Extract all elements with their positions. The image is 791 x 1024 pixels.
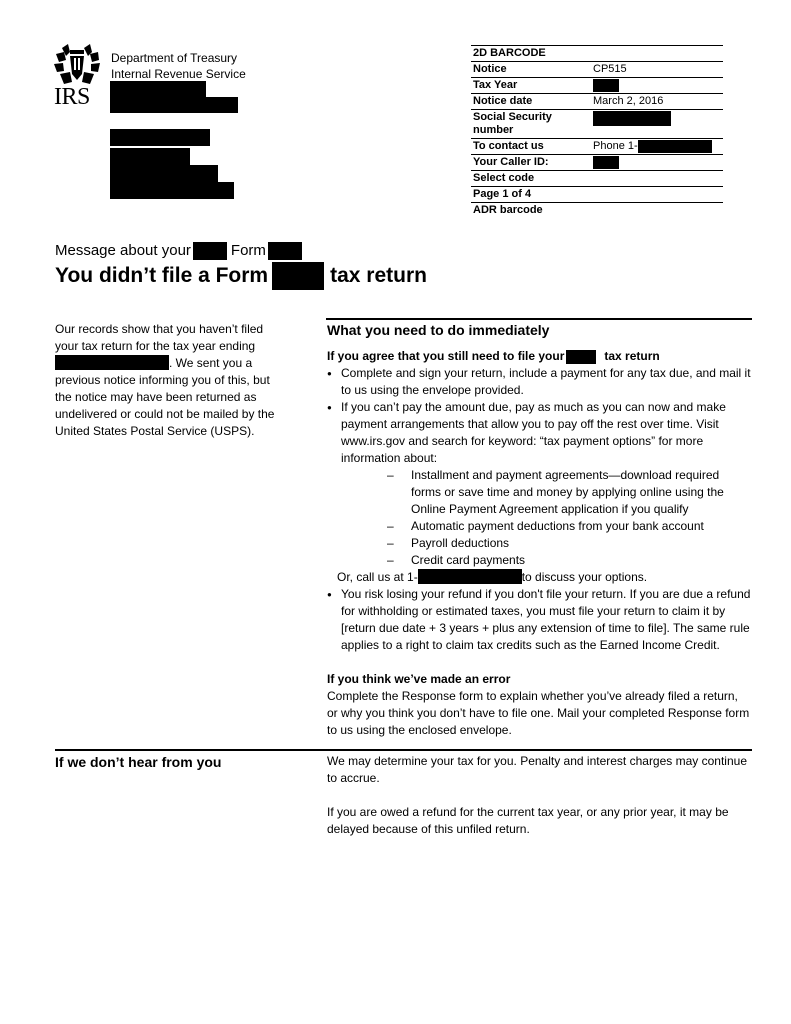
table-row: [471, 203, 723, 219]
redacted-ssn: [593, 111, 671, 126]
dept-line-1: Department of Treasury: [111, 51, 238, 65]
no-response-section: [327, 753, 751, 838]
table-row: [471, 94, 723, 110]
table-row: [471, 187, 723, 203]
ssn-value: [591, 110, 723, 139]
payment-options-list: [341, 467, 751, 569]
list-item: [387, 535, 751, 552]
agree-heading-text-2: tax return: [604, 349, 660, 363]
intro-text-1: Our records show that you haven’t filed your tax return for the tax year ending: [55, 322, 264, 353]
list-item: [387, 518, 751, 535]
tax-year-label: Tax Year: [471, 78, 591, 94]
irs-logo-text: IRS: [54, 84, 90, 110]
option-text: Installment and payment agreements—download required forms or save time and money by applying online using the Online Payment Agreement application if you qualify: [411, 468, 724, 516]
dept-line-2: Internal Revenue Service: [111, 67, 246, 81]
redacted-address-line: [110, 182, 234, 199]
message-prefix: Message about your: [55, 242, 191, 259]
message-subtitle: [55, 242, 302, 260]
call-text-2: to discuss your options.: [521, 570, 648, 584]
contact-label: To contact us: [471, 139, 591, 155]
barcode-value: [591, 46, 723, 62]
notice-date-value: March 2, 2016: [591, 94, 723, 110]
list-item: [327, 399, 751, 586]
ssn-label: Social Security number: [471, 110, 591, 139]
option-text: Credit card payments: [411, 553, 526, 567]
intro-paragraph: [55, 321, 275, 440]
dash-marker: –: [387, 519, 394, 533]
barcode-label: 2D BARCODE: [471, 46, 591, 62]
option-text: Payroll deductions: [411, 536, 510, 550]
notice-info-table: [471, 45, 723, 218]
redacted-tax-period: [55, 355, 169, 370]
tax-year-value: [591, 78, 723, 94]
table-row: [471, 155, 723, 171]
title-part-2: tax return: [330, 264, 427, 287]
table-row: [471, 139, 723, 155]
irs-eagle-logo-icon: [54, 44, 100, 86]
redacted-address-line: [110, 148, 190, 165]
table-row: [471, 46, 723, 62]
notice-value: CP515: [591, 62, 723, 78]
section-divider: [326, 318, 752, 320]
dash-marker: –: [387, 468, 394, 482]
section-divider: [55, 749, 752, 751]
redacted-phone: [418, 569, 522, 584]
no-response-heading: If we don’t hear from you: [55, 754, 222, 770]
intro-text-2: . We sent you a previous notice informing you of this, but the notice may have been returned as undelivered or could not be mailed by the United States Postal Service (USPS).: [55, 356, 275, 438]
table-row: [471, 62, 723, 78]
redacted-address-line: [110, 165, 218, 182]
redacted-address-line: [110, 129, 210, 146]
caller-id-label: Your Caller ID:: [471, 155, 591, 171]
option-text: Automatic payment deductions from your bank account: [411, 519, 704, 533]
agree-heading-text-1: If you agree that you still need to file your: [327, 349, 565, 363]
list-item: ● You risk losing your refund if you don't file your return. If you are due a refund for withholding or estimated taxes, you must file your return to claim it by [return due date + 3 years + plus any extension of time to file]. The same rule applies to a right to claim tax credits such as the Earned Income Credit.: [327, 586, 751, 654]
dash-marker: –: [387, 553, 394, 567]
list-item: ● Complete and sign your return, include a payment for any tax due, and mail it to us using the envelope provided.: [327, 365, 751, 399]
table-row: [471, 171, 723, 187]
notice-label: Notice: [471, 62, 591, 78]
adr-barcode-label: ADR barcode: [471, 203, 591, 219]
no-response-para-2: If you are owed a refund for the current tax year, or any prior year, it may be delayed because of this unfiled return.: [327, 805, 729, 836]
title-part-1: You didn’t file a Form: [55, 264, 269, 287]
caller-id-value: [591, 155, 723, 171]
dash-marker: –: [387, 536, 394, 550]
redacted-caller-id: [593, 156, 619, 169]
call-us-line: [337, 569, 751, 586]
phone-prefix: Phone 1-: [593, 140, 638, 152]
table-row: [471, 110, 723, 139]
list-item: [387, 552, 751, 569]
contact-value: [591, 139, 723, 155]
error-text: Complete the Response form to explain whether you’ve already filed a return, or why you think you don’t have to file one. Mail your completed Response form to us using the enclosed envelope.: [327, 689, 750, 737]
redacted-form-number: [268, 242, 302, 260]
redacted-phone: [638, 140, 712, 153]
redacted-tax-year: [593, 79, 619, 92]
page-number-value: [591, 187, 723, 203]
redacted-form-number: [272, 262, 324, 290]
no-response-para-1: We may determine your tax for you. Penalty and interest charges may continue to accrue.: [327, 754, 747, 785]
notice-date-label: Notice date: [471, 94, 591, 110]
list-item: [387, 467, 751, 518]
payment-options-text: If you can’t pay the amount due, pay as much as you can now and make payment arrangements that allow you to pay off the rest over time. Visit www.irs.gov and search for keyword: “tax payment options” for more information about:: [341, 400, 726, 465]
adr-barcode-value: [591, 203, 723, 219]
redacted-address-line: [110, 97, 238, 113]
select-code-label: Select code: [471, 171, 591, 187]
call-text-1: Or, call us at 1-: [337, 570, 418, 584]
select-code-value: [591, 171, 723, 187]
redacted-form-number: [566, 350, 596, 364]
agree-heading: [327, 348, 751, 365]
department-address: [111, 50, 246, 82]
error-heading: If you think we’ve made an error: [327, 672, 511, 686]
table-row: [471, 78, 723, 94]
redacted-year: [193, 242, 227, 260]
todo-bullet-list: [327, 365, 751, 654]
message-form-word: Form: [230, 242, 266, 259]
todo-heading: What you need to do immediately: [327, 322, 550, 338]
redacted-address-line: [110, 81, 206, 97]
page-number-label: Page 1 of 4: [471, 187, 591, 203]
todo-section: [327, 348, 751, 739]
page-title: [55, 262, 427, 290]
